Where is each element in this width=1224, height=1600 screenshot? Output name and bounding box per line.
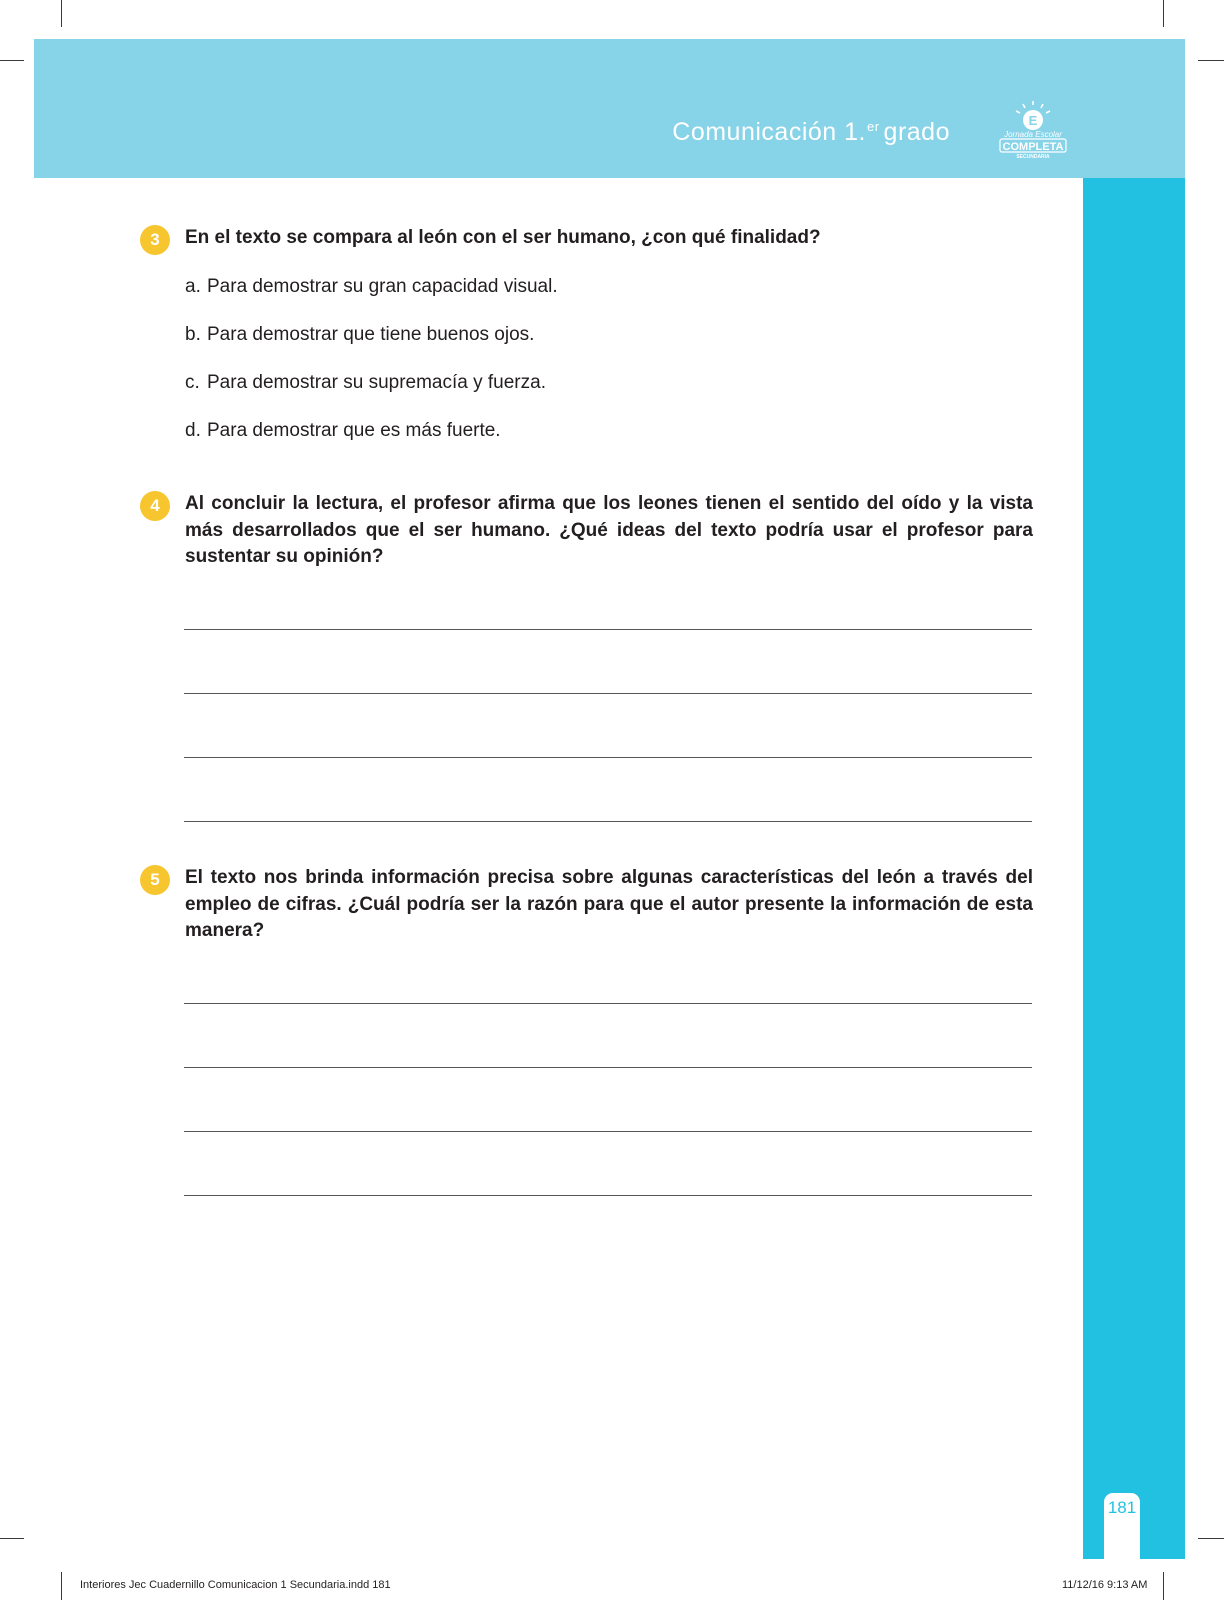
answer-line[interactable]	[184, 757, 1032, 758]
question-text: En el texto se compara al león con el ser humano, ¿con qué finalidad?	[185, 227, 821, 248]
question-3	[140, 225, 1040, 252]
option-a[interactable]	[185, 270, 558, 318]
question-number-badge: 5	[140, 865, 170, 895]
option-c[interactable]	[185, 366, 558, 414]
option-letter: b.	[185, 324, 201, 345]
header-subject: Comunicación 1.	[672, 118, 866, 146]
answer-line[interactable]	[184, 1195, 1032, 1196]
crop-mark	[1163, 1572, 1164, 1600]
option-letter: c.	[185, 372, 200, 393]
side-bar	[1083, 178, 1185, 1559]
crop-mark	[61, 0, 62, 27]
footer-file: Interiores Jec Cuadernillo Comunicacion 1 Secundaria.indd 181	[80, 1579, 391, 1591]
page-number: 181	[1107, 1498, 1137, 1517]
option-text: Para demostrar su supremacía y fuerza.	[207, 372, 546, 393]
question-4	[140, 491, 1040, 571]
answer-line[interactable]	[184, 629, 1032, 630]
crop-mark	[61, 1572, 62, 1600]
answer-line[interactable]	[184, 1003, 1032, 1004]
svg-text:Jornada Escolar: Jornada Escolar	[1004, 130, 1062, 139]
option-text: Para demostrar que tiene buenos ojos.	[207, 324, 535, 345]
footer-timestamp: 11/12/16 9:13 AM	[1062, 1579, 1148, 1591]
question-text: El texto nos brinda información precisa sobre algunas características del león a través del empleo de cifras. ¿Cuál podría ser la razón para que el autor presente la información de esta manera?	[185, 867, 1033, 941]
answer-line[interactable]	[184, 1067, 1032, 1068]
question-text: Al concluir la lectura, el profesor afirma que los leones tienen el sentido del oído y la vista más desarrollados que el ser humano. ¿Qué ideas del texto podría usar el profesor para sustentar su opinión?	[185, 493, 1033, 567]
svg-text:SECUNDARIA: SECUNDARIA	[1016, 154, 1050, 160]
svg-text:E: E	[1028, 113, 1038, 128]
sun-logo-icon	[996, 100, 1076, 160]
svg-text:COMPLETA: COMPLETA	[1002, 141, 1064, 153]
option-letter: d.	[185, 420, 201, 441]
option-letter: a.	[185, 276, 201, 297]
header-title	[672, 118, 950, 147]
crop-mark	[0, 1538, 24, 1539]
crop-mark	[1163, 0, 1164, 27]
crop-mark	[1198, 1538, 1224, 1539]
option-text: Para demostrar que es más fuerte.	[207, 420, 501, 441]
question-number-badge: 3	[140, 225, 170, 255]
header-superscript: er	[866, 118, 880, 134]
option-text: Para demostrar su gran capacidad visual.	[207, 276, 558, 297]
answer-line[interactable]	[184, 1131, 1032, 1132]
crop-mark	[1198, 60, 1224, 61]
option-b[interactable]	[185, 318, 558, 366]
question-5	[140, 865, 1040, 945]
answer-line[interactable]	[184, 821, 1032, 822]
options-list	[185, 270, 558, 462]
question-number-badge: 4	[140, 491, 170, 521]
crop-mark	[0, 60, 24, 61]
header-grade: grado	[883, 118, 950, 146]
jec-logo	[996, 100, 1076, 160]
option-d[interactable]	[185, 414, 558, 462]
answer-line[interactable]	[184, 693, 1032, 694]
